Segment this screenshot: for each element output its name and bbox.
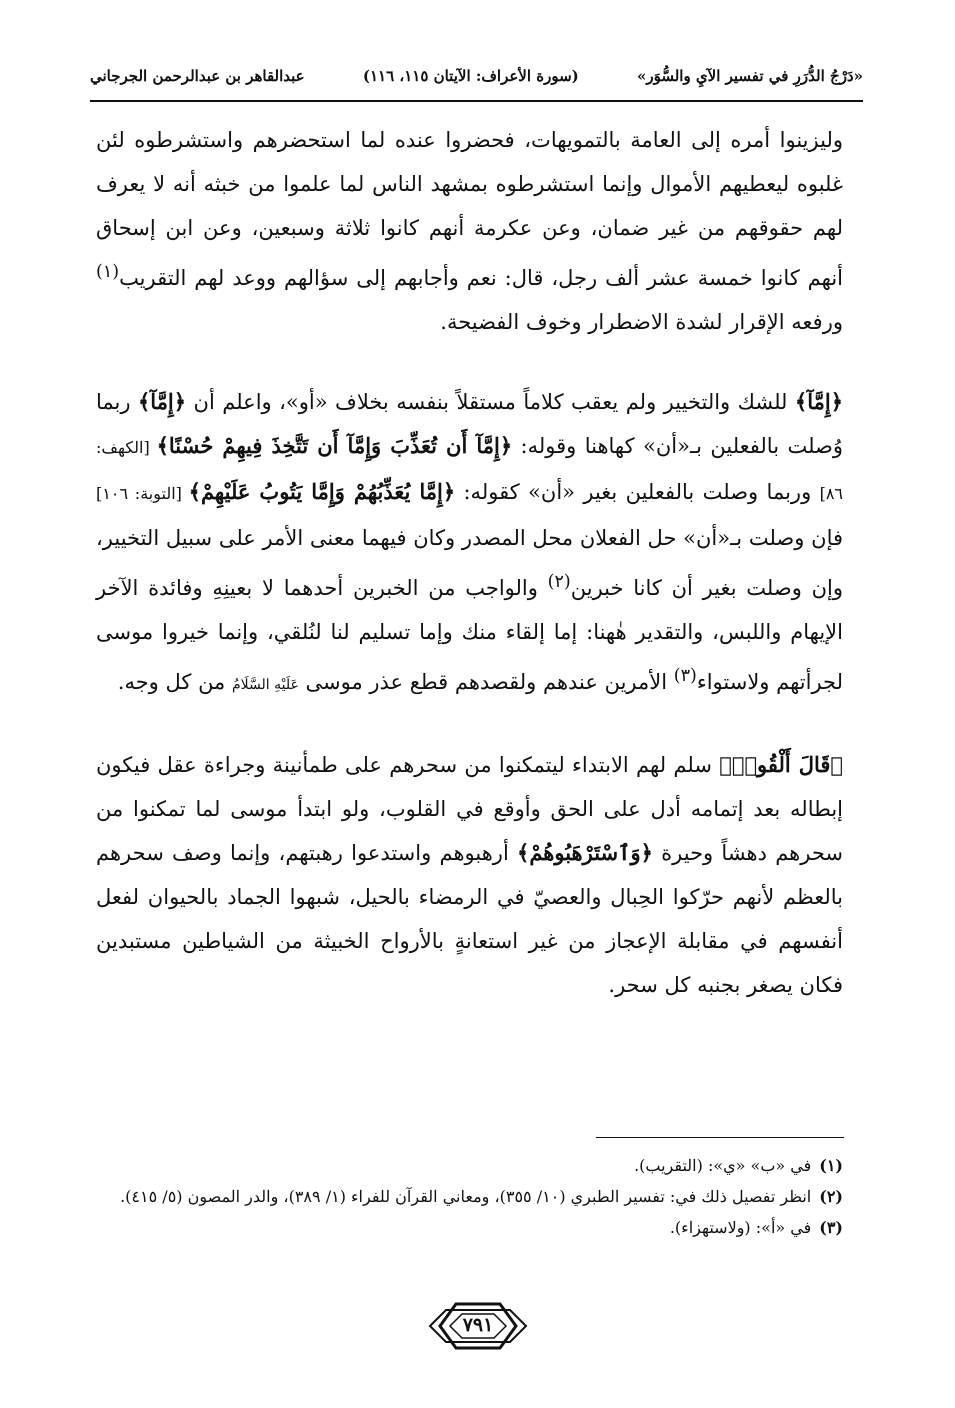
- paragraph-1: وليزينوا أمره إلى العامة بالتمويهات، فحضروا عنده لما استحضرهم واستشرطوه لئن غلبوه ليعطيهم الأموال وإنما استشرطوه بمشهد الناس لما علموا من خبثه أنه لا يعرف لهم حقوقهم من غير ضمان، وعن عكرمة أنهم كانوا ثلاثة وسبعين، وعن ابن إسحاق أنهم كانوا خمسة عشر ألف رجل، قال: نعم وأجابهم إلى سؤالهم ووعد لهم التقريب$^{(١)}$ ورفعه الإقرار لشدة الاضطرار وخوف الفضيحة.: [96, 128, 843, 334]
- page-number-ornament: [426, 1300, 530, 1352]
- verse-reference: [الكهف: ٨٦]: [96, 438, 844, 503]
- footnote-3: (٣) في «أ»: (ولاستهزاء).: [669, 1218, 843, 1237]
- footnotes: [100, 1150, 843, 1243]
- page-number: ٧٩١: [462, 1314, 494, 1336]
- quran-quote: ﴿إِمَّآ﴾: [794, 389, 843, 414]
- honorific: عَلَيْهِ السَّلَامُ: [231, 677, 299, 693]
- footnote-2: (٢) انظر تفصيل ذلك في: تفسير الطبري (١٠/ ٣٥٥)، ومعاني القرآن للفراء (١/ ٣٨٩)، والدر المصون (٥/ ٤١٥).: [120, 1187, 843, 1206]
- quran-quote: ﴿وَٱسْتَرْهَبُوهُمْ﴾: [517, 840, 653, 865]
- quran-quote: ﴿إِمَّآ أَن تُعَذِّبَ وَإِمَّآ أَن تَتَّخِذَ فِيهِمْ حُسْنًا﴾: [156, 433, 513, 458]
- surah-reference: (سورة الأعراف: الآيتان ١١٥، ١١٦): [362, 67, 579, 85]
- main-text: [96, 118, 843, 1007]
- footnote-ref-2: (٢): [547, 572, 571, 592]
- header-divider: [90, 100, 863, 102]
- quran-quote: ﴿إِمَّآ﴾: [137, 389, 187, 414]
- footnote-1: (١) في «ب» «ي»: (التقريب).: [634, 1156, 843, 1175]
- footnote-ref-3: (٣): [673, 666, 697, 686]
- quran-quote: ﴿إِمَّا يُعَذِّبُهُمْ وَإِمَّا يَتُوبُ عَلَيْهِمْ﴾: [188, 479, 456, 504]
- footnote-divider: [596, 1137, 844, 1138]
- paragraph-2: ﴿إِمَّآ﴾ للشك والتخيير ولم يعقب كلاماً مستقلاً بنفسه بخلاف «أو»، واعلم أن ﴿إِمَّآ﴾ ربما وُصلت بالفعلين بـ«أن» كهاهنا وقوله: ﴿إِمَّآ أَن تُعَذِّبَ وَإِمَّآ أَن تَتَّخِذَ فِيهِمْ حُسْنًا﴾ [الكهف: ٨٦] وربما وصلت بالفعلين بغير «أن» كقوله: ﴿إِمَّا يُعَذِّبُهُمْ وَإِمَّا يَتُوبُ عَلَيْهِمْ﴾ [التوبة: ١٠٦] فإن وصلت بـ«أن» حل الفعلان محل المصدر وكان فيهما معنى الأمر على سبيل التخيير، وإن وصلت بغير أن كانا خبرين$^{(٢)}$ والواجب من الخبرين أحدهما لا بعينِهِ وفائدة الآخر الإيهام واللبس، والتقدير هٰهنا: إما إلقاء منك وإما تسليم لنا لنُلقي، وإنما خيروا موسى لجرأتهم ولاستواء$^{(٣)}$ الأمرين عندهم ولقصدهم قطع عذر موسى عَلَيْهِ السَّلَامُ من كل وجه.: [96, 389, 844, 694]
- footnote-ref-1: (١): [96, 262, 120, 282]
- author-name: عبدالقاهر بن عبدالرحمن الجرجاني: [90, 67, 305, 85]
- paragraph-3: ﴿قَالَ أَلْقُوا۟﴾ سلم لهم الابتداء ليتمكنوا من سحرهم على طمأنينة وجراءة عقل فيكون إبطاله بعد إتمامه أدل على الحق وأوقع في القلوب، ولو ابتدأ موسى لما تمكنوا من سحرهم دهشاً وحيرة ﴿وَٱسْتَرْهَبُوهُمْ﴾ أرهبوهم واستدعوا رهبتهم، وإنما وصف سحرهم بالعظم لأنهم حرّكوا الحِبال والعصيّ في الرمضاء بالحيل، شبهوا الجماد بالحيوان لفعل أنفسهم في مقابلة الإعجاز من غير استعانةٍ بالأرواح الخبيثة من الشياطين مستبدين فكان يصغر بجنبه كل سحر.: [96, 752, 843, 997]
- verse-reference: [التوبة: ١٠٦]: [96, 484, 189, 503]
- book-title: «دَرْجُ الدُّرَرِ في تفسير الآيِ والسُّوَر»: [636, 67, 863, 85]
- quran-quote: ﴿قَالَ أَلْقُوا۟﴾: [719, 752, 843, 777]
- running-header: [90, 60, 863, 92]
